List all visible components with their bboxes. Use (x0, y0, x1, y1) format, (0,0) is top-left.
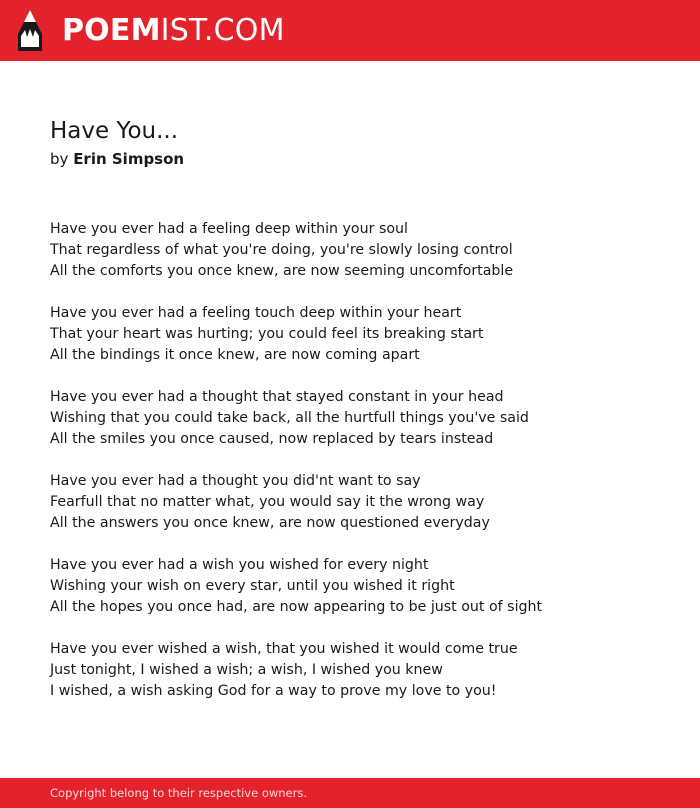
logo-text-light: IST.COM (160, 13, 285, 48)
poem-stanza (50, 471, 670, 534)
poem-line: Have you ever had a wish you wished for every night (50, 557, 429, 573)
poem-line: All the bindings it once knew, are now coming apart (50, 347, 420, 363)
site-logo[interactable] (62, 13, 285, 49)
poem-stanza (50, 387, 670, 450)
pencil-tip-icon[interactable] (18, 10, 42, 51)
site-header (0, 0, 700, 61)
poem-line: All the answers you once knew, are now questioned everyday (50, 515, 490, 531)
by-label: by (50, 150, 69, 168)
poem-line: Have you ever had a feeling deep within your soul (50, 221, 408, 237)
poem-stanza (50, 639, 670, 702)
poem-line: Wishing your wish on every star, until you wished it right (50, 578, 455, 594)
poem-stanza (50, 555, 670, 618)
logo-text-bold: POEM (62, 13, 161, 48)
poem-stanza (50, 303, 670, 366)
poem-byline (50, 148, 184, 170)
poem-line: Wishing that you could take back, all the hurtfull things you've said (50, 410, 529, 426)
poem-line: Have you ever had a feeling touch deep within your heart (50, 305, 462, 321)
poem-title: Have You... (50, 118, 179, 144)
poem-line: That your heart was hurting; you could feel its breaking start (50, 326, 484, 342)
poem-line: That regardless of what you're doing, you're slowly losing control (50, 242, 513, 258)
poem-line: I wished, a wish asking God for a way to prove my love to you! (50, 683, 497, 699)
poem-line: Have you ever had a thought you did'nt want to say (50, 473, 421, 489)
poem-line: Fearfull that no matter what, you would say it the wrong way (50, 494, 485, 510)
poem-line: All the smiles you once caused, now replaced by tears instead (50, 431, 494, 447)
poem-body (50, 219, 670, 723)
poem-line: All the comforts you once knew, are now seeming uncomfortable (50, 263, 514, 279)
poem-line: All the hopes you once had, are now appearing to be just out of sight (50, 599, 543, 615)
site-footer (0, 778, 700, 808)
poem-line: Just tonight, I wished a wish; a wish, I wished you knew (50, 662, 443, 678)
copyright-notice: Copyright belong to their respective owners. (50, 786, 308, 800)
poem-author: Erin Simpson (73, 150, 185, 168)
poem-stanza (50, 219, 670, 282)
poem-line: Have you ever had a thought that stayed constant in your head (50, 389, 504, 405)
poem-line: Have you ever wished a wish, that you wished it would come true (50, 641, 518, 657)
